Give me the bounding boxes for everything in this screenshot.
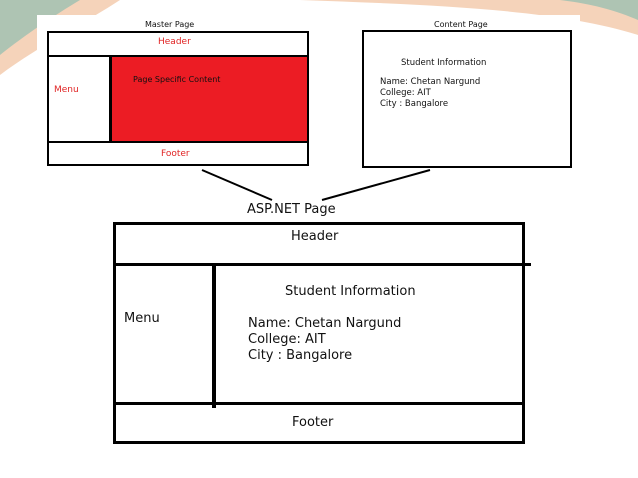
master-page-caption: Master Page (145, 20, 195, 29)
aspnet-page-caption: ASP.NET Page (247, 202, 336, 217)
aspnet-frame-left (113, 222, 116, 444)
content-page-city: City : Bangalore (380, 99, 449, 109)
aspnet-frame-bottom (113, 441, 525, 444)
aspnet-footer-divider (113, 402, 525, 405)
content-page-college: College: AIT (380, 88, 431, 98)
content-page-name: Name: Chetan Nargund (380, 77, 481, 87)
aspnet-footer-label: Footer (292, 415, 334, 430)
content-page-caption: Content Page (434, 20, 488, 29)
aspnet-header-label: Header (291, 229, 339, 244)
master-header-label: Header (158, 37, 191, 47)
aspnet-content-college: College: AIT (248, 332, 326, 347)
aspnet-menu-label: Menu (124, 311, 160, 326)
master-menu-label: Menu (54, 85, 79, 95)
connector-from-master (202, 170, 272, 200)
aspnet-frame-top (113, 222, 525, 225)
aspnet-content-city: City : Bangalore (248, 348, 353, 363)
aspnet-header-divider (113, 263, 531, 266)
aspnet-frame-right (522, 222, 525, 444)
content-page-title: Student Information (401, 58, 487, 68)
aspnet-content-name: Name: Chetan Nargund (248, 316, 402, 331)
bottom-figure (110, 202, 530, 450)
connector-from-content (322, 170, 430, 200)
master-footer-label: Footer (161, 149, 190, 159)
master-content-label: Page Specific Content (133, 75, 221, 84)
aspnet-content-title: Student Information (285, 284, 416, 299)
aspnet-menu-divider (212, 263, 216, 408)
